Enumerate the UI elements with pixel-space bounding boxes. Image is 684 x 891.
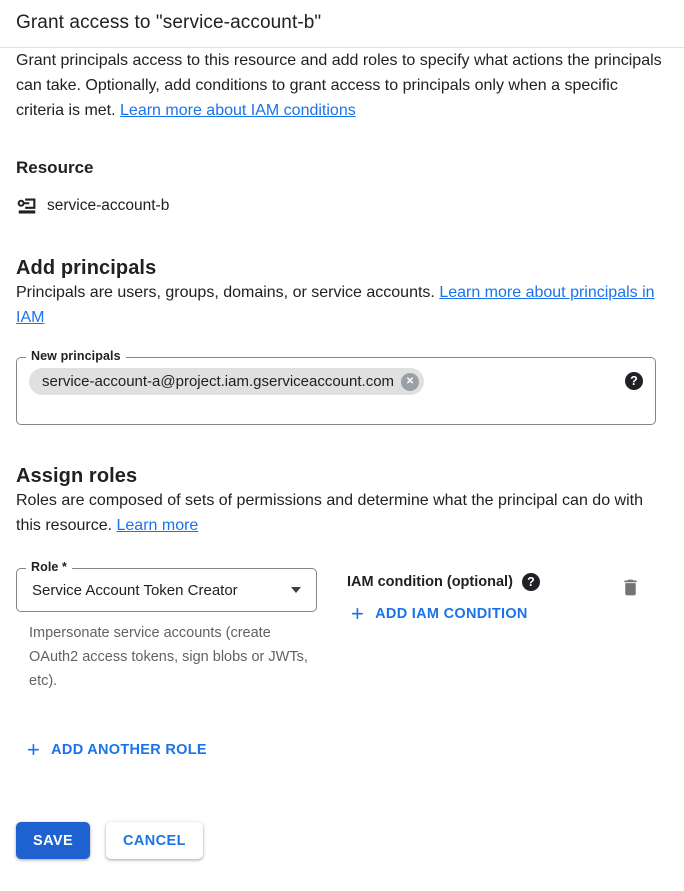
add-another-role-label: ADD ANOTHER ROLE [51,741,207,758]
roles-description [16,488,668,538]
role-selected-value: Service Account Token Creator [32,581,238,599]
role-select[interactable] [16,560,317,612]
dialog-content [0,48,684,891]
dialog-title: Grant access to "service-account-b" [16,12,322,33]
plus-icon: + [351,601,365,626]
principal-chip [29,368,424,395]
resource-row [16,195,668,217]
save-button[interactable]: SAVE [16,822,90,859]
plus-icon: + [27,737,41,762]
role-label: Role * [26,560,72,574]
iam-conditions-link[interactable]: Learn more about IAM conditions [120,102,356,119]
intro-text: Grant principals access to this resource and add roles to specify what actions the principals can take. Optionally, add conditions to grant access to principals only when a specific criteria is met. [16,52,662,119]
cancel-button[interactable]: CANCEL [106,822,203,859]
dropdown-arrow-icon [291,587,301,593]
iam-condition-label-row [347,573,540,591]
add-principals-heading: Add principals [16,257,157,279]
assign-roles-heading: Assign roles [16,465,138,487]
role-column [16,560,317,693]
iam-condition-help-icon[interactable]: ? [522,573,540,591]
delete-role-button[interactable] [620,577,641,601]
roles-learn-more-link[interactable]: Learn more [116,517,199,534]
resource-heading: Resource [16,158,94,177]
principal-chip-text: service-account-a@project.iam.gserviceaccount.com [42,373,395,390]
trash-icon [620,577,641,601]
iam-condition-label: IAM condition (optional) [347,574,513,590]
resource-name: service-account-b [47,197,170,214]
dialog-footer [16,822,668,875]
role-helper-text: Impersonate service accounts (create OAuth2 access tokens, sign blobs or JWTs, etc). [29,625,308,689]
principals-learn-more-link[interactable]: Learn more about principals in IAM [16,284,655,326]
add-another-role-button[interactable] [27,737,207,762]
roles-description-text: Roles are composed of sets of permissions and determine what the principal can do with this resource. [16,492,643,534]
principals-description [16,280,668,330]
service-account-icon [16,195,38,217]
delete-role-column [620,568,668,603]
intro-paragraph [16,48,668,123]
principals-help-icon[interactable]: ? [625,372,643,390]
dialog-header [0,0,684,48]
add-iam-condition-button[interactable] [351,601,528,626]
principals-description-text: Principals are users, groups, domains, or service accounts. [16,284,435,301]
new-principals-field[interactable] [16,349,656,425]
role-row [16,560,668,693]
iam-condition-column [347,568,540,626]
new-principals-label: New principals [26,349,126,363]
chip-remove-icon[interactable]: ✕ [401,373,419,391]
add-iam-condition-label: ADD IAM CONDITION [375,605,528,622]
